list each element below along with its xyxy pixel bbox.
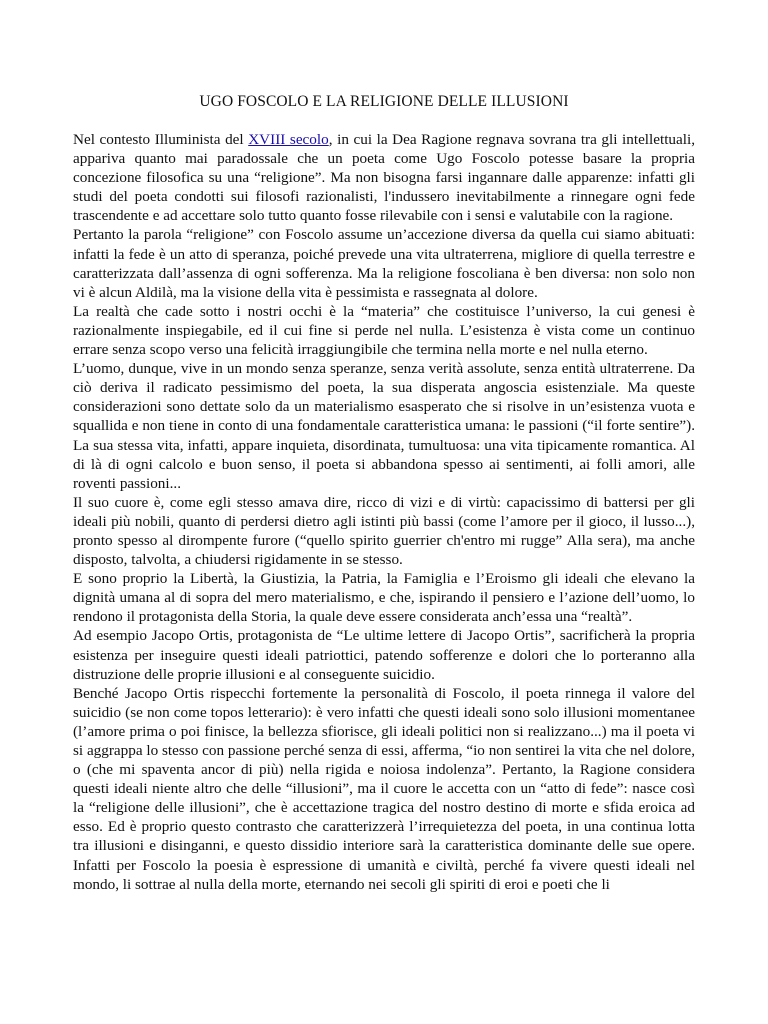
paragraph-suicidio: Benché Jacopo Ortis rispecchi fortemente la personalità di Foscolo, il poeta rinnega il valore del suicidio (se non come topos letterario): è vero infatti che questi ideali sono solo illusioni momentanee (l’amore prima o poi finisce, la bellezza sfiorisce, gli ideali politici non si realizzano...) ma il poeta vi si aggrappa lo stesso con passione perché senza di essi, afferma, “io non sentirei la vita che nel dolore, o (che mi spaventa ancor di più) nella rigida e noiosa indolenza”. Pertanto, la Ragione considera questi ideali niente altro che delle “illusioni”, ma il cuore le accetta con un “atto di fede”: nasce così la “religione delle illusioni”, che è accettazione tragica del nostro destino di morte e sfida eroica ad esso. Ed è proprio questo contrasto che caratterizzerà l’irrequietezza del poeta, in una continua lotta tra illusioni e disinganni, e questo dissidio interiore sarà la caratteristica dominante delle sue opere. Infatti per Foscolo la poesia è espressione di umanità e civiltà, perché fa vivere questi ideali nel mondo, li sottrae al nulla della morte, eternando nei secoli gli spiriti di eroi e poeti che li <box>73 684 695 893</box>
paragraph-cuore: Il suo cuore è, come egli stesso amava dire, ricco di vizi e di virtù: capacissimo di battersi per gli ideali più nobili, quanto di perdersi dietro agli istinti più bassi (come l’amore per il gioco, il lusso...), pronto spesso al dirompente furore (“quello spirito guerrier ch'entro mi rugge” Alla sera), ma anche disposto, talvolta, a chiudersi rigidamente in se stesso. <box>73 493 695 569</box>
document-title: UGO FOSCOLO E LA RELIGIONE DELLE ILLUSIONI <box>199 93 569 110</box>
document-page <box>73 92 695 894</box>
paragraph-realta: La realtà che cade sotto i nostri occhi è la “materia” che costituisce l’universo, la cui genesi è razionalmente inspiegabile, ed il cui fine si perde nel nulla. L’esistenza è vista come un continuo errare senza scopo verso una felicità irraggiungibile che termina nella morte e nel nulla eterno. <box>73 302 695 359</box>
xviii-secolo-link[interactable]: XVIII secolo <box>248 131 329 148</box>
paragraph-religione: Pertanto la parola “religione” con Foscolo assume un’accezione diversa da quella cui siamo abituati: infatti la fede è un atto di speranza, poiché prevede una vita ultraterrena, migliore di quella terrestre e caratterizzata dall’assenza di ogni sofferenza. Ma la religione foscoliana è ben diversa: non solo non vi è alcun Aldilà, ma la visione della vita è pessimista e rassegnata al dolore. <box>73 226 695 301</box>
paragraph-uomo: L’uomo, dunque, vive in un mondo senza speranze, senza verità assolute, senza entità ultraterrene. Da ciò deriva il radicato pessimismo del poeta, la sua disperata angoscia esistenziale. Ma queste considerazioni sono dettate solo da un materialismo esasperato che si risolve in un’esistenza vuota e squallida e non tiene in conto di una fondamentale caratteristica umana: le passioni (“il forte sentire”). La sua stessa vita, infatti, appare inquieta, disordinata, tumultuosa: una vita tipicamente romantica. Al di là di ogni calcolo e buon senso, il poeta si abbandona spesso ai sentimenti, ai folli amori, alle roventi passioni... <box>73 360 695 492</box>
intro-text-end: , in cui la Dea Ragione regnava sovrana tra gli intellettuali, appariva quanto mai paradossale che un poeta come Ugo Foscolo potesse basare la propria concezione filosofica su una “religione”. Ma non bisogna farsi ingannare dalle apparenze: infatti gli studi del poeta condotti sui filosofi razionalisti, l'indussero inevitabilmente a rinnegare ogni fede trascendente e ad accettare solo tutto quanto fosse rilevabile con i sensi e valutabile con la ragione. <box>73 131 695 225</box>
paragraph-intro <box>73 130 695 225</box>
paragraph-jacopo-ortis: Ad esempio Jacopo Ortis, protagonista de “Le ultime lettere di Jacopo Ortis”, sacrificherà la propria esistenza per inseguire questi ideali patriottici, patendo sofferenze e dolori che lo porteranno alla distruzione delle proprie illusioni e al conseguente suicidio. <box>73 627 695 683</box>
intro-text-start: Nel contesto Illuminista del <box>73 131 249 148</box>
paragraph-ideali: E sono proprio la Libertà, la Giustizia, la Patria, la Famiglia e l’Eroismo gli ideali che elevano la dignità umana al di sopra del mero materialismo, e che, ispirando il pensiero e l’azione dell’uomo, lo rendono il protagonista della Storia, la quale deve essere considerata anch’essa una “realtà”. <box>73 570 695 626</box>
